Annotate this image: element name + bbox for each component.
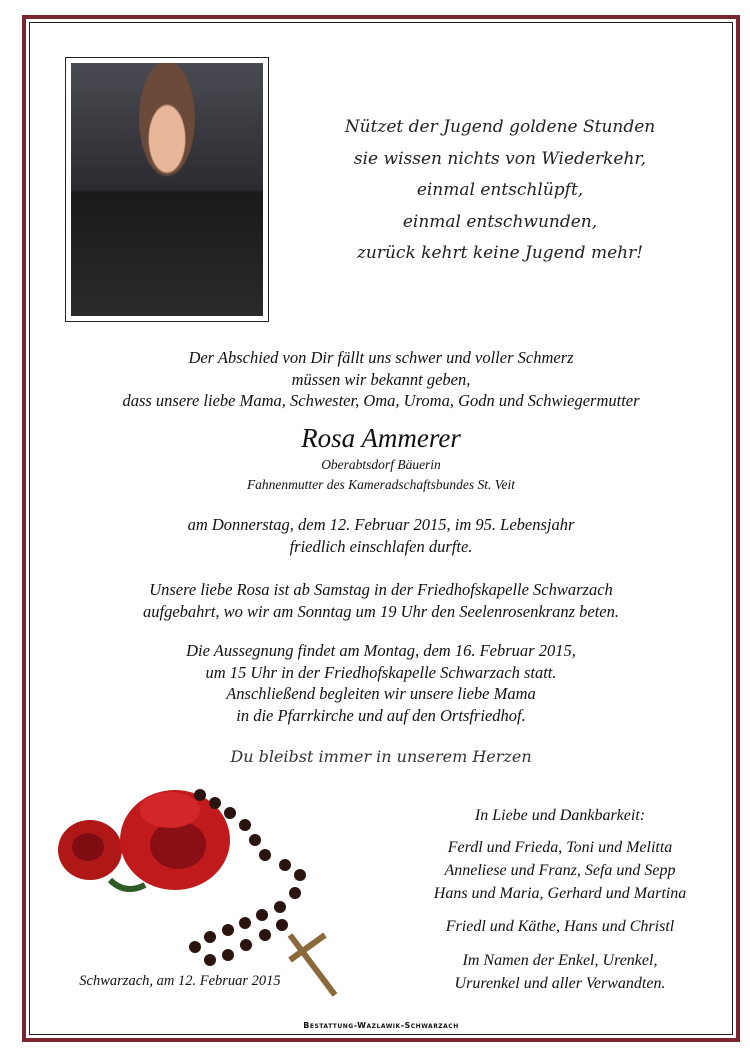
- funeral-home-footer: Bestattung-Wazlawik-Schwarzach: [303, 1021, 459, 1030]
- title-line: Fahnenmutter des Kameradschaftsbundes St. Veit: [246, 477, 516, 492]
- death-notice: [30, 514, 732, 557]
- poem: [320, 112, 680, 270]
- mourner-line: Ferdl und Frieda, Toni und Melitta: [447, 839, 673, 856]
- roses-rosary-image: [50, 785, 350, 1000]
- death-line: friedlich einschlafen durfte.: [289, 536, 473, 556]
- poem-line: einmal entschwunden,: [402, 211, 598, 232]
- mourners-group-1: [400, 836, 720, 905]
- mourner-line: Hans und Maria, Gerhard und Martina: [433, 885, 687, 902]
- intro-line: dass unsere liebe Mama, Schwester, Oma, Uroma, Godn und Schwiegermutter: [122, 391, 640, 410]
- funeral-line: in die Pfarrkirche und auf den Ortsfriedhof.: [236, 705, 526, 725]
- mourners-group-2: Friedl und Käthe, Hans und Christl: [445, 918, 675, 935]
- deceased-name: Rosa Ammerer: [301, 423, 461, 453]
- intro: [30, 347, 732, 412]
- death-line: am Donnerstag, dem 12. Februar 2015, im 95. Lebensjahr: [187, 515, 575, 534]
- portrait-photo: [65, 57, 269, 322]
- funeral-line: Anschließend begleiten wir unsere liebe Mama: [226, 684, 536, 703]
- wake-line: aufgebahrt, wo wir am Sonntag um 19 Uhr den Seelenrosenkranz beten.: [142, 601, 619, 621]
- funeral-line: um 15 Uhr in der Friedhofskapelle Schwarzach statt.: [205, 662, 557, 682]
- funeral-notice: [30, 640, 732, 726]
- poem-line: sie wissen nichts von Wiederkehr,: [353, 148, 647, 169]
- intro-line: müssen wir bekannt geben,: [291, 369, 471, 389]
- mourners-heading: In Liebe und Dankbarkeit:: [474, 807, 646, 824]
- motto: Du bleibst immer in unserem Herzen: [230, 747, 532, 766]
- title-line: Oberabtsdorf Bäuerin: [321, 457, 441, 472]
- poem-line: Nützet der Jugend goldene Stunden: [344, 117, 656, 137]
- poem-line: einmal entschlüpft,: [416, 180, 584, 200]
- mourner-line: Ururenkel und aller Verwandten.: [454, 975, 666, 992]
- place-date: Schwarzach, am 12. Februar 2015: [79, 973, 281, 989]
- mourner-line: Im Namen der Enkel, Urenkel,: [462, 952, 658, 969]
- titles: [30, 455, 732, 495]
- funeral-line: Die Aussegnung findet am Montag, dem 16. Februar 2015,: [186, 641, 576, 660]
- wake-line: Unsere liebe Rosa ist ab Samstag in der Friedhofskapelle Schwarzach: [149, 580, 613, 599]
- intro-line: Der Abschied von Dir fällt uns schwer und voller Schmerz: [188, 348, 574, 367]
- poem-line: zurück kehrt keine Jugend mehr!: [356, 243, 644, 263]
- mourner-line: Anneliese und Franz, Sefa und Sepp: [444, 862, 676, 879]
- mourners-group-3: [400, 949, 720, 995]
- wake-notice: [30, 579, 732, 622]
